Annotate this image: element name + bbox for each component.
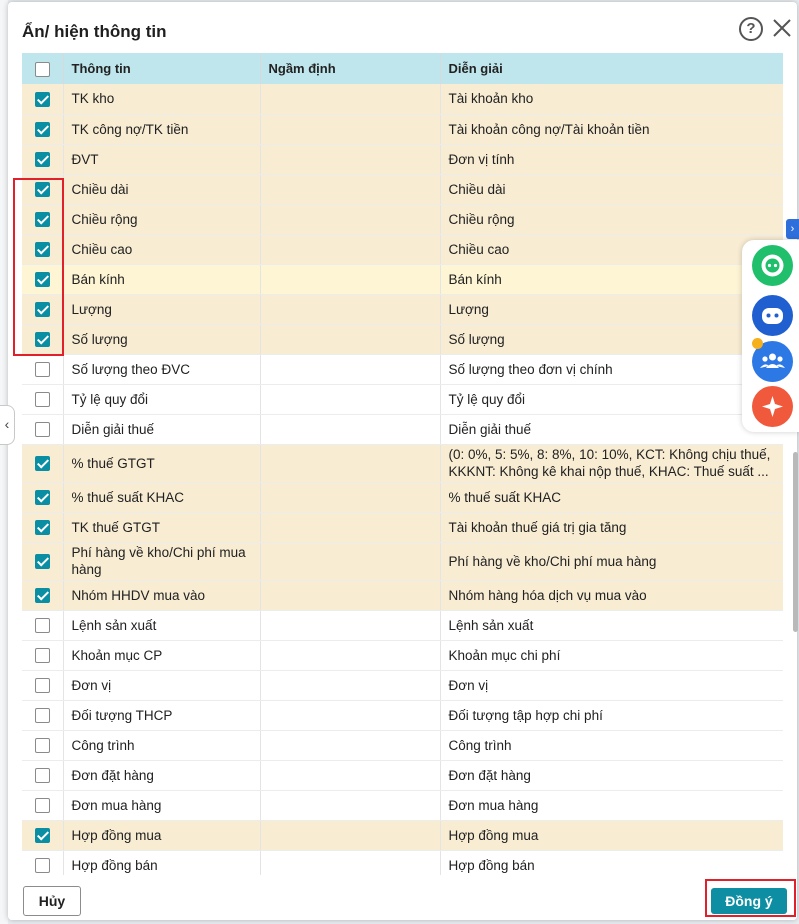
dialog-footer <box>8 875 797 920</box>
row-checkbox-cell <box>22 700 63 730</box>
row-name: Đơn mua hàng <box>63 790 260 820</box>
row-name: Đơn vị <box>63 670 260 700</box>
column-header-name: Thông tin <box>63 53 260 84</box>
row-name: Chiều rộng <box>63 204 260 234</box>
table-row[interactable] <box>22 204 783 234</box>
row-checkbox-cell <box>22 610 63 640</box>
row-checkbox-cell <box>22 414 63 444</box>
sparkle-icon[interactable] <box>752 386 793 427</box>
left-panel-handle[interactable]: ‹ <box>0 405 15 445</box>
row-checkbox-cell <box>22 384 63 414</box>
table-row[interactable] <box>22 264 783 294</box>
table-row[interactable] <box>22 670 783 700</box>
row-checkbox[interactable] <box>35 332 50 347</box>
row-checkbox-cell <box>22 114 63 144</box>
row-checkbox[interactable] <box>35 618 50 633</box>
row-checkbox[interactable] <box>35 738 50 753</box>
help-icon[interactable]: ? <box>739 17 763 41</box>
row-description: Tài khoản công nợ/Tài khoản tiền <box>440 114 783 144</box>
row-checkbox[interactable] <box>35 520 50 535</box>
cancel-button[interactable]: Hủy <box>23 886 81 916</box>
dialog-title: Ẩn/ hiện thông tin <box>22 22 167 41</box>
row-checkbox[interactable] <box>35 828 50 843</box>
chevron-right-icon[interactable]: › <box>786 219 799 239</box>
row-default <box>260 512 440 542</box>
row-name: Hợp đồng bán <box>63 850 260 875</box>
bot-icon[interactable] <box>752 295 793 336</box>
table-row[interactable] <box>22 294 783 324</box>
row-checkbox[interactable] <box>35 554 50 569</box>
row-name: Đơn đặt hàng <box>63 760 260 790</box>
column-header-description: Diễn giải <box>440 53 783 84</box>
row-checkbox-cell <box>22 512 63 542</box>
row-checkbox[interactable] <box>35 362 50 377</box>
row-default <box>260 234 440 264</box>
row-description: Khoản mục chi phí <box>440 640 783 670</box>
row-checkbox-cell <box>22 640 63 670</box>
table-row[interactable] <box>22 234 783 264</box>
table-row[interactable] <box>22 820 783 850</box>
ok-button[interactable]: Đồng ý <box>711 888 787 914</box>
row-checkbox-cell <box>22 542 63 580</box>
row-checkbox-cell <box>22 174 63 204</box>
row-default <box>260 730 440 760</box>
row-name: Chiều cao <box>63 234 260 264</box>
row-description: Đối tượng tập hợp chi phí <box>440 700 783 730</box>
row-description: Hợp đồng mua <box>440 820 783 850</box>
table-row[interactable] <box>22 174 783 204</box>
notification-dot <box>752 338 763 349</box>
row-checkbox-cell <box>22 354 63 384</box>
row-default <box>260 482 440 512</box>
row-checkbox[interactable] <box>35 588 50 603</box>
row-default <box>260 384 440 414</box>
row-description: Tài khoản kho <box>440 84 783 114</box>
row-checkbox[interactable] <box>35 648 50 663</box>
row-name: Lệnh sản xuất <box>63 610 260 640</box>
row-description: % thuế suất KHAC <box>440 482 783 512</box>
row-default <box>260 354 440 384</box>
columns-table <box>22 53 783 875</box>
table-row[interactable] <box>22 640 783 670</box>
row-checkbox[interactable] <box>35 122 50 137</box>
row-description: Phí hàng về kho/Chi phí mua hàng <box>440 542 783 580</box>
row-description: Tài khoản thuế giá trị gia tăng <box>440 512 783 542</box>
row-default <box>260 790 440 820</box>
row-description: Đơn vị tính <box>440 144 783 174</box>
row-description: Nhóm hàng hóa dịch vụ mua vào <box>440 580 783 610</box>
row-default <box>260 640 440 670</box>
table-row[interactable] <box>22 354 783 384</box>
row-default <box>260 760 440 790</box>
show-hide-info-dialog <box>8 2 797 920</box>
row-name: TK thuế GTGT <box>63 512 260 542</box>
table-row[interactable] <box>22 580 783 610</box>
row-description: Hợp đồng bán <box>440 850 783 875</box>
table-row[interactable] <box>22 114 783 144</box>
table-row[interactable] <box>22 512 783 542</box>
background-page <box>0 0 8 924</box>
row-checkbox[interactable] <box>35 272 50 287</box>
close-icon[interactable] <box>771 17 793 39</box>
row-checkbox-cell <box>22 234 63 264</box>
table-row[interactable] <box>22 610 783 640</box>
row-checkbox[interactable] <box>35 798 50 813</box>
row-checkbox-cell <box>22 820 63 850</box>
table-row[interactable] <box>22 542 783 580</box>
row-description: (0: 0%, 5: 5%, 8: 8%, 10: 10%, KCT: Không chịu thuế, KKKNT: Không kê khai nộp thuế, KHAC: Thuế suất ... <box>440 444 783 482</box>
table-row[interactable] <box>22 84 783 114</box>
table-row[interactable] <box>22 144 783 174</box>
row-description: Tỷ lệ quy đổi <box>440 384 783 414</box>
row-default <box>260 820 440 850</box>
row-name: TK công nợ/TK tiền <box>63 114 260 144</box>
row-default <box>260 114 440 144</box>
row-description: Bán kính <box>440 264 783 294</box>
row-description: Diễn giải thuế <box>440 414 783 444</box>
table-row[interactable] <box>22 730 783 760</box>
row-checkbox[interactable] <box>35 708 50 723</box>
row-checkbox-cell <box>22 670 63 700</box>
row-default <box>260 204 440 234</box>
row-checkbox[interactable] <box>35 212 50 227</box>
row-checkbox[interactable] <box>35 182 50 197</box>
table-row[interactable] <box>22 444 783 482</box>
row-default <box>260 542 440 580</box>
table-header <box>22 53 783 84</box>
row-default <box>260 174 440 204</box>
row-checkbox[interactable] <box>35 858 50 873</box>
row-checkbox-cell <box>22 580 63 610</box>
row-checkbox-cell <box>22 84 63 114</box>
table-row[interactable] <box>22 850 783 875</box>
row-description: Chiều dài <box>440 174 783 204</box>
row-description: Chiều rộng <box>440 204 783 234</box>
row-description: Số lượng theo đơn vị chính <box>440 354 783 384</box>
row-name: Chiều dài <box>63 174 260 204</box>
row-checkbox-cell <box>22 324 63 354</box>
row-name: Đối tượng THCP <box>63 700 260 730</box>
row-checkbox-cell <box>22 294 63 324</box>
row-description: Chiều cao <box>440 234 783 264</box>
row-checkbox-cell <box>22 444 63 482</box>
table-row[interactable] <box>22 384 783 414</box>
row-name: Số lượng theo ĐVC <box>63 354 260 384</box>
row-name: Bán kính <box>63 264 260 294</box>
row-default <box>260 444 440 482</box>
row-checkbox-cell <box>22 204 63 234</box>
row-checkbox-cell <box>22 264 63 294</box>
row-description: Đơn mua hàng <box>440 790 783 820</box>
scrollbar[interactable] <box>793 452 798 632</box>
row-checkbox-cell <box>22 730 63 760</box>
table-row[interactable] <box>22 324 783 354</box>
select-all-checkbox[interactable] <box>35 62 50 77</box>
table-row[interactable] <box>22 790 783 820</box>
row-default <box>260 324 440 354</box>
row-checkbox[interactable] <box>35 768 50 783</box>
row-name: ĐVT <box>63 144 260 174</box>
row-name: Phí hàng về kho/Chi phí mua hàng <box>63 542 260 580</box>
row-name: Diễn giải thuế <box>63 414 260 444</box>
select-all-cell <box>22 53 63 84</box>
row-default <box>260 264 440 294</box>
row-description: Số lượng <box>440 324 783 354</box>
row-default <box>260 84 440 114</box>
row-checkbox[interactable] <box>35 302 50 317</box>
table-row[interactable] <box>22 760 783 790</box>
row-name: Lượng <box>63 294 260 324</box>
row-name: % thuế suất KHAC <box>63 482 260 512</box>
row-checkbox[interactable] <box>35 152 50 167</box>
chat-icon[interactable] <box>752 245 793 286</box>
table-row[interactable] <box>22 482 783 512</box>
row-name: TK kho <box>63 84 260 114</box>
row-checkbox[interactable] <box>35 422 50 437</box>
row-default <box>260 144 440 174</box>
row-name: % thuế GTGT <box>63 444 260 482</box>
row-default <box>260 294 440 324</box>
row-checkbox[interactable] <box>35 456 50 471</box>
row-checkbox-cell <box>22 790 63 820</box>
row-name: Số lượng <box>63 324 260 354</box>
table-row[interactable] <box>22 700 783 730</box>
row-description: Công trình <box>440 730 783 760</box>
row-name: Khoản mục CP <box>63 640 260 670</box>
row-default <box>260 610 440 640</box>
row-default <box>260 700 440 730</box>
column-header-default: Ngầm định <box>260 53 440 84</box>
row-checkbox[interactable] <box>35 678 50 693</box>
row-checkbox[interactable] <box>35 392 50 407</box>
row-checkbox-cell <box>22 144 63 174</box>
row-description: Lệnh sản xuất <box>440 610 783 640</box>
row-default <box>260 670 440 700</box>
row-name: Nhóm HHDV mua vào <box>63 580 260 610</box>
row-checkbox-cell <box>22 482 63 512</box>
row-description: Lượng <box>440 294 783 324</box>
row-description: Đơn vị <box>440 670 783 700</box>
row-default <box>260 414 440 444</box>
table-row[interactable] <box>22 414 783 444</box>
row-description: Đơn đặt hàng <box>440 760 783 790</box>
row-name: Công trình <box>63 730 260 760</box>
row-checkbox-cell <box>22 850 63 875</box>
row-checkbox[interactable] <box>35 92 50 107</box>
row-default <box>260 850 440 875</box>
row-checkbox[interactable] <box>35 490 50 505</box>
row-checkbox-cell <box>22 760 63 790</box>
row-name: Tỷ lệ quy đổi <box>63 384 260 414</box>
row-name: Hợp đồng mua <box>63 820 260 850</box>
row-checkbox[interactable] <box>35 242 50 257</box>
row-default <box>260 580 440 610</box>
